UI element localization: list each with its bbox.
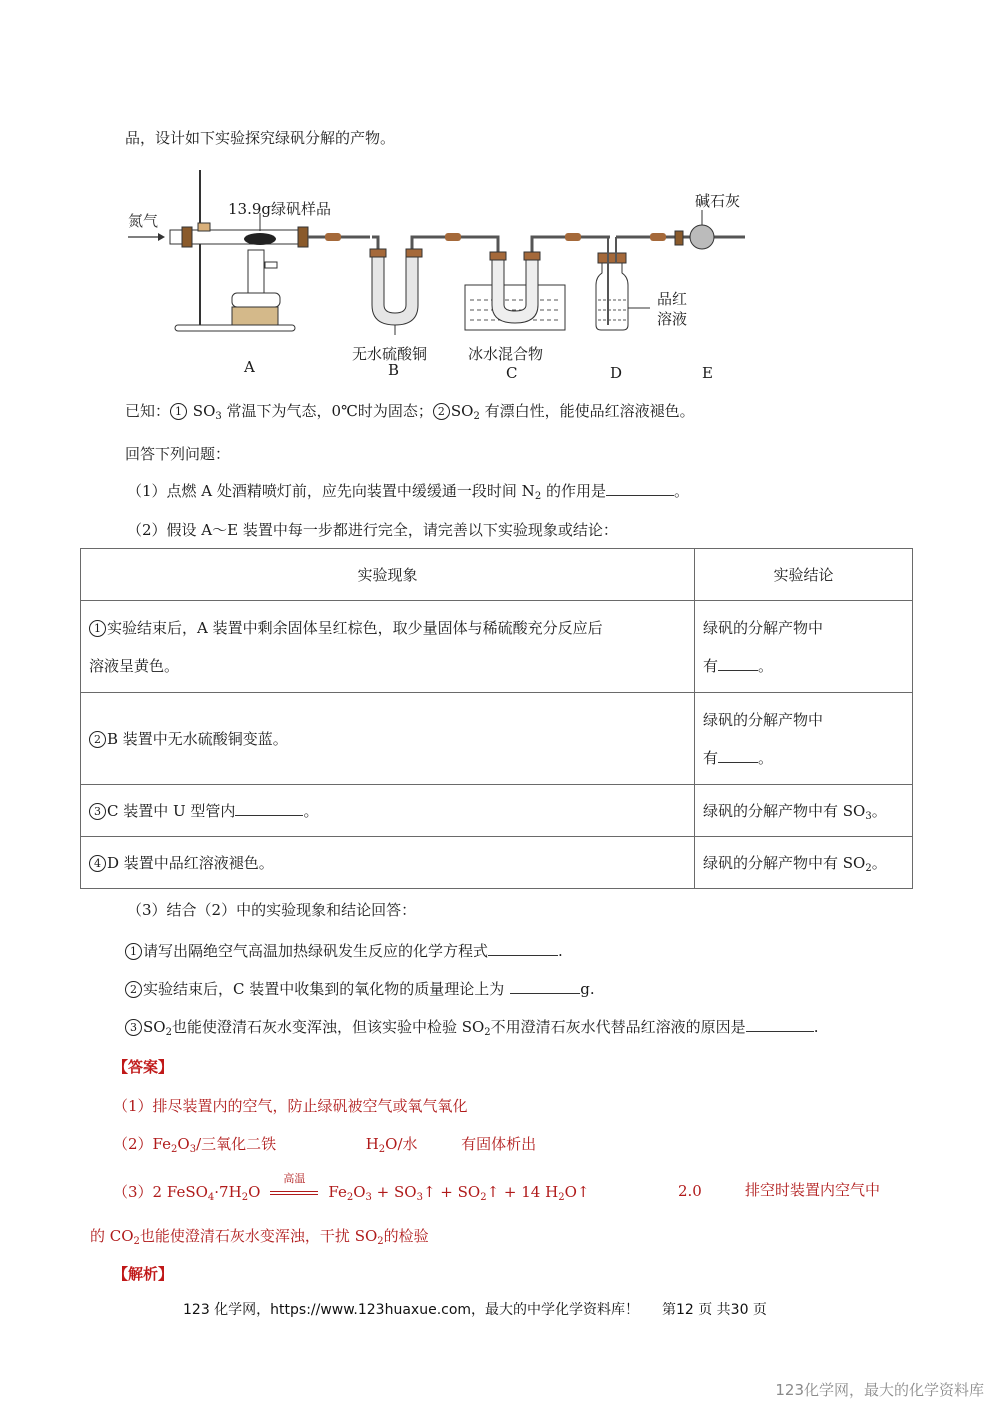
- answer-prompt: 回答下列问题：: [125, 445, 231, 463]
- page-number: 第12 页 共30 页: [661, 1302, 767, 1318]
- question-2: （2）假设 A～E 装置中每一步都进行完全，请完善以下实验现象或结论：: [127, 521, 618, 539]
- answer-blank[interactable]: [510, 979, 580, 994]
- conclusion-cell: 绿矾的分解产物中 有 。: [695, 601, 913, 693]
- d-label-2: 溶液: [657, 310, 688, 328]
- answer-blank[interactable]: [746, 1017, 814, 1032]
- question-3-3: 3 $SO_2$也能使澄清石灰水变浑浊，但该实验中检验 $SO_2$不用澄清石灰水代替品红溶液的原因是 .: [125, 1017, 818, 1037]
- conclusion-cell: 绿矾的分解产物中有 $SO_2$。: [695, 837, 913, 889]
- stand-base: [175, 325, 295, 331]
- question-3-title: （3）结合（2）中的实验现象和结论回答：: [127, 901, 417, 919]
- apparatus-diagram: [120, 165, 780, 385]
- letter-a: A: [244, 358, 255, 376]
- answer-mass: 2.0: [678, 1182, 702, 1200]
- d-label-1: 品红: [657, 290, 688, 308]
- phenomenon-cell: 2 B 装置中无水硫酸铜变蓝。: [81, 693, 695, 785]
- answer-3: （3）2 $FeSO_4\cdot 7H_2O$ 高温 $Fe_2O_3$ + $SO_3↑$ + $SO_2↑ + 14$ $H_2O↑$: [113, 1172, 590, 1203]
- table-row: [81, 693, 913, 785]
- header-phenomenon: 实验现象: [81, 549, 695, 601]
- burner-base: [232, 307, 278, 325]
- question-1: （1）点燃 A 处酒精喷灯前，应先向装置中缓缓通一段时间 $N_2$ 的作用是 。: [127, 482, 689, 502]
- question-3-1: 1 请写出隔绝空气高温加热绿矾发生反应的化学方程式 .: [125, 941, 563, 961]
- header-conclusion: 实验结论: [695, 549, 913, 601]
- c-label: 冰水混合物: [468, 345, 544, 363]
- watermark: 123化学网，最大的化学资料库: [775, 1381, 984, 1399]
- phenomenon-cell: 1 实验结束后，A 装置中剩余固体呈红棕色，取少量固体与稀硫酸充分反应后 溶液呈黄色。: [81, 601, 695, 693]
- sample-label: 13.9g绿矾样品: [228, 200, 332, 218]
- answer-blank[interactable]: [235, 801, 303, 816]
- analysis-heading: 【解析】: [113, 1265, 174, 1283]
- apparatus-drawing: [120, 165, 780, 385]
- answer-reason-1: 排空时装置内空气中: [745, 1181, 881, 1199]
- answer-reason-2: 的 $CO_2$也能使澄清石灰水变浑浊，干扰 $SO_2$的检验: [90, 1227, 429, 1247]
- footer-site: 123 化学网，https://www.123huaxue.com，最大的中学化学资料库！: [183, 1302, 640, 1318]
- letter-d: D: [610, 364, 623, 382]
- sample: [244, 233, 276, 245]
- answer-blank[interactable]: [606, 481, 674, 496]
- answer-blank[interactable]: [718, 656, 758, 671]
- answer-heading: 【答案】: [113, 1058, 174, 1076]
- answer-blank[interactable]: [718, 748, 758, 763]
- known-facts: 已知： 1 $SO_3$ 常温下为气态，0℃时为固态； 2 $SO_2$ 有漂白性，能使品红溶液褪色。: [125, 402, 695, 422]
- question-3-2: 2 实验结束后，C 装置中收集到的氧化物的质量理论上为 g.: [125, 979, 595, 999]
- letter-c: C: [506, 364, 518, 382]
- answer-2: $(2)Fe_2O_3/$三氧化二铁 $H_2O/$水 有固体析出: [113, 1135, 537, 1155]
- phenomenon-cell: 3 C 装置中 U 型管内 。: [81, 785, 695, 837]
- stopper-left: [182, 227, 192, 247]
- answer-blank[interactable]: [488, 941, 558, 956]
- conclusion-cell: 绿矾的分解产物中 有 。: [695, 693, 913, 785]
- page-footer: [183, 1299, 767, 1319]
- conclusion-cell: 绿矾的分解产物中有 $SO_3$。: [695, 785, 913, 837]
- table-header-row: [81, 549, 913, 601]
- stopper-right: [298, 227, 308, 247]
- phenomenon-cell: 4 D 装置中品红溶液褪色。: [81, 837, 695, 889]
- letter-e: E: [702, 364, 713, 382]
- drying-tube-e: [690, 225, 714, 249]
- b-label: 无水硫酸铜: [352, 345, 428, 363]
- table-row: [81, 601, 913, 693]
- gas-inlet-label: 氮气: [128, 212, 159, 230]
- u-tube-b: [372, 257, 418, 325]
- table-row: [81, 837, 913, 889]
- equation-condition: 高温: [268, 1181, 320, 1197]
- letter-b: B: [388, 361, 400, 379]
- intro-text: 品，设计如下实验探究绿矾分解的产物。: [125, 129, 396, 147]
- experiment-table: [80, 548, 913, 889]
- answer-1: （1）排尽装置内的空气，防止绿矾被空气或氧气氧化: [113, 1097, 468, 1115]
- table-row: [81, 785, 913, 837]
- e-label: 碱石灰: [695, 192, 741, 210]
